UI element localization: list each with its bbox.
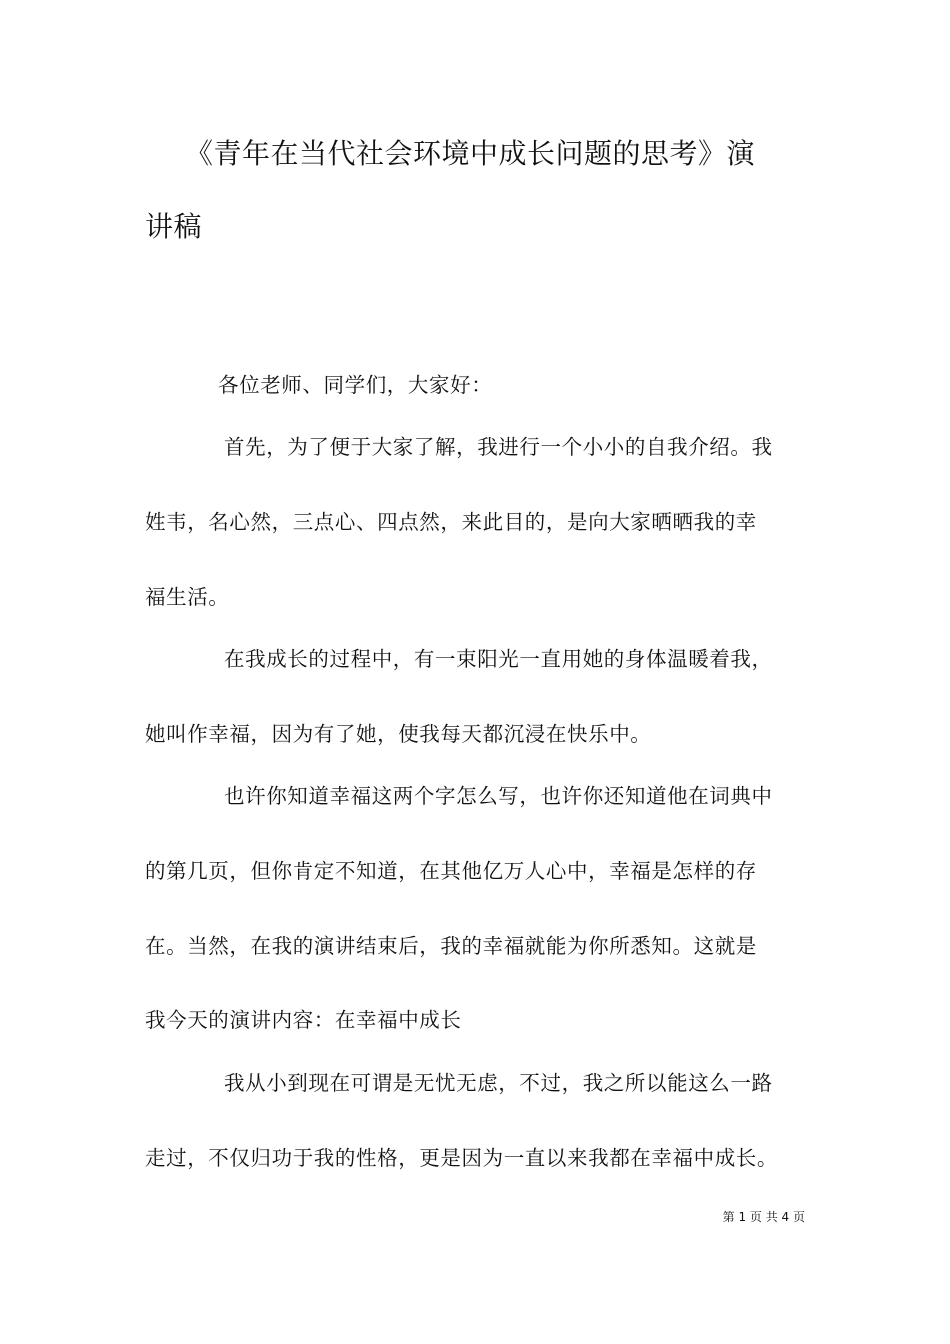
title-line-1: 《青年在当代社会环境中成长问题的思考》演: [185, 137, 756, 170]
greeting-line: 各位老师、同学们，大家好：: [218, 373, 493, 397]
body-line: 我从小到现在可谓是无忧无虑，不过，我之所以能这么一路: [224, 1071, 773, 1095]
body-line: 也许你知道幸福这两个字怎么写，也许你还知道他在词典中: [224, 784, 773, 808]
body-line: 她叫作幸福，因为有了她，使我每天都沉浸在快乐中。: [145, 722, 652, 746]
body-line: 走过，不仅归功于我的性格，更是因为一直以来我都在幸福中成长。: [145, 1146, 778, 1170]
page-number-footer: 第 1 页 共 4 页: [722, 1210, 805, 1224]
body-line: 姓韦，名心然，三点心、四点然，来此目的，是向大家晒晒我的幸: [145, 510, 757, 534]
body-line: 的第几页，但你肯定不知道，在其他亿万人心中，幸福是怎样的存: [145, 859, 757, 883]
title-line-2: 讲稿: [145, 210, 203, 243]
body-line: 福生活。: [145, 585, 230, 609]
body-line: 我今天的演讲内容：在幸福中成长: [145, 1008, 462, 1032]
body-line: 在。当然，在我的演讲结束后，我的幸福就能为你所悉知。这就是: [145, 934, 757, 958]
body-line: 在我成长的过程中，有一束阳光一直用她的身体温暖着我，: [224, 647, 773, 671]
body-line: 首先，为了便于大家了解，我进行一个小小的自我介绍。我: [224, 435, 773, 459]
